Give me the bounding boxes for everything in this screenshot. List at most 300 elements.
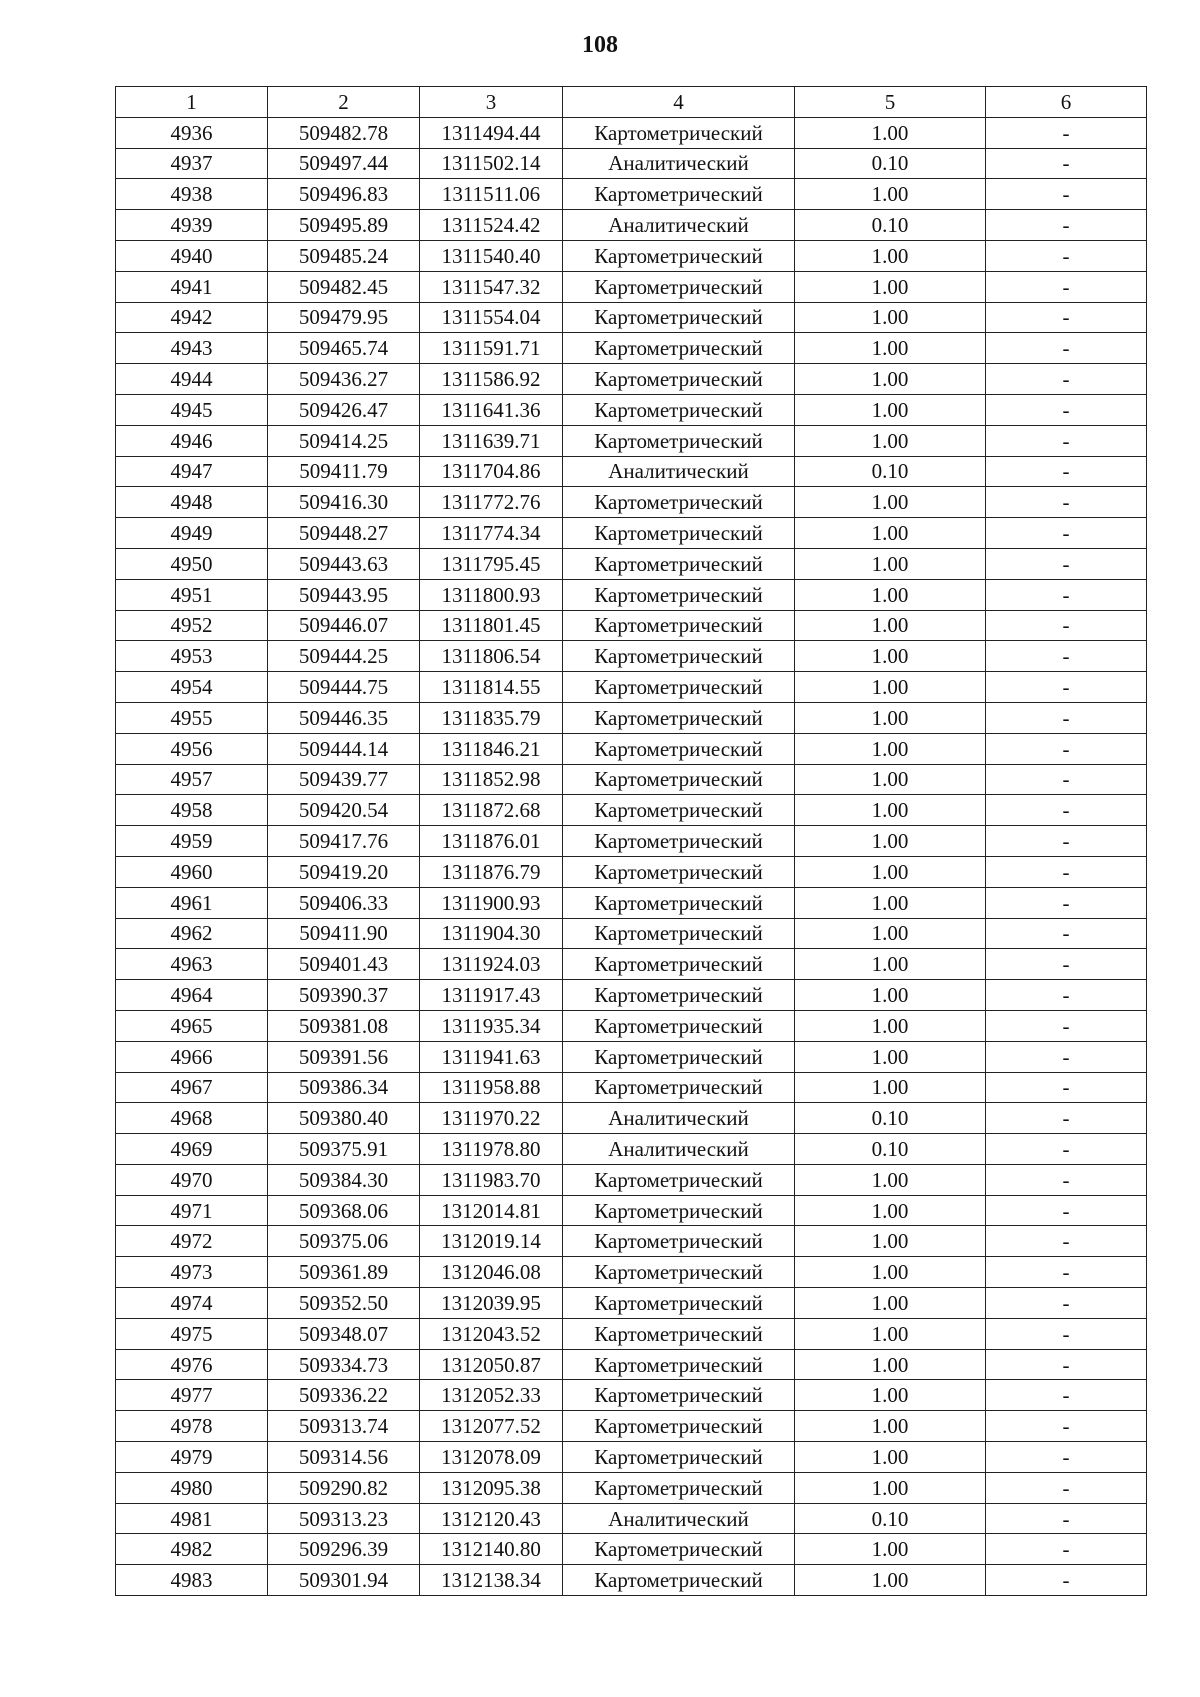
x-coordinate-cell: 509417.76 [268, 826, 420, 857]
y-coordinate-cell: 1312078.09 [420, 1442, 563, 1473]
method-cell: Картометрический [563, 1349, 795, 1380]
method-cell: Картометрический [563, 949, 795, 980]
table-row [116, 1103, 1147, 1134]
note-cell: - [986, 1226, 1147, 1257]
accuracy-cell: 1.00 [795, 1041, 986, 1072]
accuracy-cell: 1.00 [795, 918, 986, 949]
table-row [116, 548, 1147, 579]
point-number-cell: 4953 [116, 641, 268, 672]
note-cell: - [986, 1442, 1147, 1473]
x-coordinate-cell: 509375.06 [268, 1226, 420, 1257]
accuracy-cell: 1.00 [795, 271, 986, 302]
x-coordinate-cell: 509497.44 [268, 148, 420, 179]
point-number-cell: 4938 [116, 179, 268, 210]
accuracy-cell: 1.00 [795, 1288, 986, 1319]
point-number-cell: 4981 [116, 1503, 268, 1534]
accuracy-cell: 0.10 [795, 148, 986, 179]
x-coordinate-cell: 509375.91 [268, 1134, 420, 1165]
method-cell: Картометрический [563, 672, 795, 703]
accuracy-cell: 1.00 [795, 1442, 986, 1473]
method-cell: Картометрический [563, 1072, 795, 1103]
accuracy-cell: 1.00 [795, 949, 986, 980]
method-cell: Картометрический [563, 1041, 795, 1072]
table-row [116, 610, 1147, 641]
note-cell: - [986, 117, 1147, 148]
method-cell: Картометрический [563, 764, 795, 795]
x-coordinate-cell: 509348.07 [268, 1318, 420, 1349]
accuracy-cell: 1.00 [795, 425, 986, 456]
x-coordinate-cell: 509443.95 [268, 579, 420, 610]
x-coordinate-cell: 509444.14 [268, 733, 420, 764]
note-cell: - [986, 1072, 1147, 1103]
header-row [116, 87, 1147, 118]
table-row [116, 641, 1147, 672]
y-coordinate-cell: 1311958.88 [420, 1072, 563, 1103]
accuracy-cell: 1.00 [795, 1072, 986, 1103]
y-coordinate-cell: 1311795.45 [420, 548, 563, 579]
x-coordinate-cell: 509446.07 [268, 610, 420, 641]
point-number-cell: 4957 [116, 764, 268, 795]
accuracy-cell: 1.00 [795, 702, 986, 733]
table-row [116, 702, 1147, 733]
point-number-cell: 4951 [116, 579, 268, 610]
y-coordinate-cell: 1312120.43 [420, 1503, 563, 1534]
point-number-cell: 4942 [116, 302, 268, 333]
table-row [116, 672, 1147, 703]
table-row [116, 1442, 1147, 1473]
point-number-cell: 4980 [116, 1472, 268, 1503]
x-coordinate-cell: 509419.20 [268, 856, 420, 887]
point-number-cell: 4983 [116, 1565, 268, 1596]
accuracy-cell: 1.00 [795, 795, 986, 826]
accuracy-cell: 1.00 [795, 1534, 986, 1565]
x-coordinate-cell: 509443.63 [268, 548, 420, 579]
y-coordinate-cell: 1311774.34 [420, 518, 563, 549]
table-row [116, 1041, 1147, 1072]
table-row [116, 887, 1147, 918]
table-row [116, 579, 1147, 610]
point-number-cell: 4941 [116, 271, 268, 302]
x-coordinate-cell: 509368.06 [268, 1195, 420, 1226]
method-cell: Картометрический [563, 702, 795, 733]
method-cell: Аналитический [563, 456, 795, 487]
x-coordinate-cell: 509444.25 [268, 641, 420, 672]
point-number-cell: 4955 [116, 702, 268, 733]
note-cell: - [986, 456, 1147, 487]
x-coordinate-cell: 509416.30 [268, 487, 420, 518]
method-cell: Картометрический [563, 1534, 795, 1565]
column-header: 2 [268, 87, 420, 118]
x-coordinate-cell: 509313.74 [268, 1411, 420, 1442]
note-cell: - [986, 394, 1147, 425]
point-number-cell: 4967 [116, 1072, 268, 1103]
x-coordinate-cell: 509495.89 [268, 210, 420, 241]
y-coordinate-cell: 1311639.71 [420, 425, 563, 456]
table-row [116, 1010, 1147, 1041]
table-row [116, 364, 1147, 395]
point-number-cell: 4962 [116, 918, 268, 949]
note-cell: - [986, 1103, 1147, 1134]
x-coordinate-cell: 509444.75 [268, 672, 420, 703]
method-cell: Картометрический [563, 240, 795, 271]
table-row [116, 117, 1147, 148]
table-row [116, 1472, 1147, 1503]
accuracy-cell: 1.00 [795, 518, 986, 549]
note-cell: - [986, 548, 1147, 579]
y-coordinate-cell: 1311935.34 [420, 1010, 563, 1041]
table-row [116, 1349, 1147, 1380]
accuracy-cell: 1.00 [795, 1565, 986, 1596]
y-coordinate-cell: 1312052.33 [420, 1380, 563, 1411]
table-row [116, 1164, 1147, 1195]
accuracy-cell: 1.00 [795, 117, 986, 148]
table-row [116, 826, 1147, 857]
y-coordinate-cell: 1311876.01 [420, 826, 563, 857]
x-coordinate-cell: 509446.35 [268, 702, 420, 733]
x-coordinate-cell: 509296.39 [268, 1534, 420, 1565]
note-cell: - [986, 364, 1147, 395]
method-cell: Картометрический [563, 733, 795, 764]
y-coordinate-cell: 1311970.22 [420, 1103, 563, 1134]
method-cell: Картометрический [563, 518, 795, 549]
table-row [116, 1072, 1147, 1103]
method-cell: Картометрический [563, 1195, 795, 1226]
note-cell: - [986, 1411, 1147, 1442]
point-number-cell: 4947 [116, 456, 268, 487]
note-cell: - [986, 795, 1147, 826]
x-coordinate-cell: 509414.25 [268, 425, 420, 456]
table-row [116, 302, 1147, 333]
x-coordinate-cell: 509290.82 [268, 1472, 420, 1503]
method-cell: Аналитический [563, 210, 795, 241]
point-number-cell: 4959 [116, 826, 268, 857]
note-cell: - [986, 487, 1147, 518]
column-header: 4 [563, 87, 795, 118]
x-coordinate-cell: 509391.56 [268, 1041, 420, 1072]
method-cell: Картометрический [563, 364, 795, 395]
accuracy-cell: 1.00 [795, 1349, 986, 1380]
y-coordinate-cell: 1311591.71 [420, 333, 563, 364]
y-coordinate-cell: 1312095.38 [420, 1472, 563, 1503]
accuracy-cell: 1.00 [795, 302, 986, 333]
point-number-cell: 4964 [116, 980, 268, 1011]
table-row [116, 1134, 1147, 1165]
point-number-cell: 4973 [116, 1257, 268, 1288]
table-row [116, 271, 1147, 302]
table-row [116, 1503, 1147, 1534]
method-cell: Картометрический [563, 425, 795, 456]
y-coordinate-cell: 1312019.14 [420, 1226, 563, 1257]
table-row [116, 1318, 1147, 1349]
note-cell: - [986, 672, 1147, 703]
table-row [116, 918, 1147, 949]
table-row [116, 1257, 1147, 1288]
accuracy-cell: 1.00 [795, 1257, 986, 1288]
accuracy-cell: 1.00 [795, 394, 986, 425]
point-number-cell: 4950 [116, 548, 268, 579]
note-cell: - [986, 980, 1147, 1011]
table-row [116, 1534, 1147, 1565]
method-cell: Картометрический [563, 1442, 795, 1473]
y-coordinate-cell: 1311941.63 [420, 1041, 563, 1072]
method-cell: Аналитический [563, 1103, 795, 1134]
table-row [116, 425, 1147, 456]
accuracy-cell: 1.00 [795, 1226, 986, 1257]
x-coordinate-cell: 509479.95 [268, 302, 420, 333]
method-cell: Картометрический [563, 1472, 795, 1503]
x-coordinate-cell: 509301.94 [268, 1565, 420, 1596]
method-cell: Картометрический [563, 1257, 795, 1288]
table-row [116, 333, 1147, 364]
point-number-cell: 4943 [116, 333, 268, 364]
accuracy-cell: 1.00 [795, 1318, 986, 1349]
y-coordinate-cell: 1311772.76 [420, 487, 563, 518]
point-number-cell: 4946 [116, 425, 268, 456]
method-cell: Картометрический [563, 1411, 795, 1442]
y-coordinate-cell: 1312050.87 [420, 1349, 563, 1380]
table-row [116, 240, 1147, 271]
x-coordinate-cell: 509482.78 [268, 117, 420, 148]
method-cell: Картометрический [563, 610, 795, 641]
x-coordinate-cell: 509390.37 [268, 980, 420, 1011]
x-coordinate-cell: 509420.54 [268, 795, 420, 826]
note-cell: - [986, 1010, 1147, 1041]
accuracy-cell: 1.00 [795, 333, 986, 364]
accuracy-cell: 0.10 [795, 1134, 986, 1165]
note-cell: - [986, 1380, 1147, 1411]
y-coordinate-cell: 1312014.81 [420, 1195, 563, 1226]
column-header: 5 [795, 87, 986, 118]
y-coordinate-cell: 1311540.40 [420, 240, 563, 271]
method-cell: Картометрический [563, 887, 795, 918]
table-row [116, 148, 1147, 179]
note-cell: - [986, 1257, 1147, 1288]
accuracy-cell: 1.00 [795, 240, 986, 271]
method-cell: Картометрический [563, 333, 795, 364]
column-header: 3 [420, 87, 563, 118]
x-coordinate-cell: 509336.22 [268, 1380, 420, 1411]
x-coordinate-cell: 509380.40 [268, 1103, 420, 1134]
note-cell: - [986, 1288, 1147, 1319]
point-number-cell: 4977 [116, 1380, 268, 1411]
method-cell: Картометрический [563, 1380, 795, 1411]
accuracy-cell: 1.00 [795, 610, 986, 641]
point-number-cell: 4952 [116, 610, 268, 641]
x-coordinate-cell: 509352.50 [268, 1288, 420, 1319]
y-coordinate-cell: 1311704.86 [420, 456, 563, 487]
note-cell: - [986, 641, 1147, 672]
method-cell: Картометрический [563, 1164, 795, 1195]
column-header: 6 [986, 87, 1147, 118]
point-number-cell: 4949 [116, 518, 268, 549]
note-cell: - [986, 179, 1147, 210]
note-cell: - [986, 425, 1147, 456]
table-row [116, 1195, 1147, 1226]
point-number-cell: 4944 [116, 364, 268, 395]
y-coordinate-cell: 1312140.80 [420, 1534, 563, 1565]
y-coordinate-cell: 1312043.52 [420, 1318, 563, 1349]
note-cell: - [986, 148, 1147, 179]
note-cell: - [986, 733, 1147, 764]
point-number-cell: 4979 [116, 1442, 268, 1473]
point-number-cell: 4937 [116, 148, 268, 179]
accuracy-cell: 0.10 [795, 210, 986, 241]
point-number-cell: 4969 [116, 1134, 268, 1165]
note-cell: - [986, 1134, 1147, 1165]
point-number-cell: 4966 [116, 1041, 268, 1072]
coordinates-table [115, 86, 1147, 1596]
accuracy-cell: 1.00 [795, 179, 986, 210]
table-row [116, 795, 1147, 826]
point-number-cell: 4961 [116, 887, 268, 918]
y-coordinate-cell: 1311502.14 [420, 148, 563, 179]
note-cell: - [986, 1318, 1147, 1349]
note-cell: - [986, 271, 1147, 302]
table-row [116, 394, 1147, 425]
x-coordinate-cell: 509482.45 [268, 271, 420, 302]
table-row [116, 1226, 1147, 1257]
method-cell: Картометрический [563, 117, 795, 148]
note-cell: - [986, 1565, 1147, 1596]
y-coordinate-cell: 1311586.92 [420, 364, 563, 395]
method-cell: Картометрический [563, 795, 795, 826]
y-coordinate-cell: 1311872.68 [420, 795, 563, 826]
y-coordinate-cell: 1311511.06 [420, 179, 563, 210]
x-coordinate-cell: 509485.24 [268, 240, 420, 271]
y-coordinate-cell: 1311806.54 [420, 641, 563, 672]
method-cell: Картометрический [563, 179, 795, 210]
x-coordinate-cell: 509313.23 [268, 1503, 420, 1534]
y-coordinate-cell: 1311904.30 [420, 918, 563, 949]
note-cell: - [986, 1349, 1147, 1380]
note-cell: - [986, 856, 1147, 887]
table-row [116, 1380, 1147, 1411]
table-row [116, 210, 1147, 241]
point-number-cell: 4940 [116, 240, 268, 271]
x-coordinate-cell: 509361.89 [268, 1257, 420, 1288]
table-row [116, 856, 1147, 887]
y-coordinate-cell: 1311547.32 [420, 271, 563, 302]
x-coordinate-cell: 509334.73 [268, 1349, 420, 1380]
method-cell: Картометрический [563, 487, 795, 518]
accuracy-cell: 0.10 [795, 1103, 986, 1134]
point-number-cell: 4970 [116, 1164, 268, 1195]
note-cell: - [986, 918, 1147, 949]
accuracy-cell: 1.00 [795, 487, 986, 518]
point-number-cell: 4975 [116, 1318, 268, 1349]
point-number-cell: 4948 [116, 487, 268, 518]
method-cell: Картометрический [563, 1318, 795, 1349]
y-coordinate-cell: 1311983.70 [420, 1164, 563, 1195]
point-number-cell: 4982 [116, 1534, 268, 1565]
y-coordinate-cell: 1311900.93 [420, 887, 563, 918]
y-coordinate-cell: 1311801.45 [420, 610, 563, 641]
x-coordinate-cell: 509436.27 [268, 364, 420, 395]
table-row [116, 764, 1147, 795]
point-number-cell: 4958 [116, 795, 268, 826]
method-cell: Картометрический [563, 548, 795, 579]
accuracy-cell: 1.00 [795, 1380, 986, 1411]
method-cell: Картометрический [563, 579, 795, 610]
accuracy-cell: 1.00 [795, 579, 986, 610]
x-coordinate-cell: 509448.27 [268, 518, 420, 549]
note-cell: - [986, 1472, 1147, 1503]
point-number-cell: 4960 [116, 856, 268, 887]
y-coordinate-cell: 1311524.42 [420, 210, 563, 241]
point-number-cell: 4968 [116, 1103, 268, 1134]
y-coordinate-cell: 1311876.79 [420, 856, 563, 887]
y-coordinate-cell: 1312138.34 [420, 1565, 563, 1596]
x-coordinate-cell: 509496.83 [268, 179, 420, 210]
x-coordinate-cell: 509386.34 [268, 1072, 420, 1103]
table-row [116, 949, 1147, 980]
method-cell: Картометрический [563, 856, 795, 887]
method-cell: Аналитический [563, 1134, 795, 1165]
table-row [116, 733, 1147, 764]
point-number-cell: 4965 [116, 1010, 268, 1041]
note-cell: - [986, 610, 1147, 641]
point-number-cell: 4945 [116, 394, 268, 425]
x-coordinate-cell: 509465.74 [268, 333, 420, 364]
accuracy-cell: 1.00 [795, 672, 986, 703]
table-row [116, 456, 1147, 487]
x-coordinate-cell: 509314.56 [268, 1442, 420, 1473]
method-cell: Картометрический [563, 394, 795, 425]
table-row [116, 1411, 1147, 1442]
note-cell: - [986, 702, 1147, 733]
x-coordinate-cell: 509384.30 [268, 1164, 420, 1195]
y-coordinate-cell: 1311800.93 [420, 579, 563, 610]
accuracy-cell: 1.00 [795, 856, 986, 887]
y-coordinate-cell: 1311978.80 [420, 1134, 563, 1165]
note-cell: - [986, 579, 1147, 610]
x-coordinate-cell: 509411.90 [268, 918, 420, 949]
table-row [116, 980, 1147, 1011]
table-body [116, 117, 1147, 1595]
accuracy-cell: 1.00 [795, 733, 986, 764]
method-cell: Картометрический [563, 826, 795, 857]
note-cell: - [986, 887, 1147, 918]
method-cell: Аналитический [563, 148, 795, 179]
accuracy-cell: 1.00 [795, 364, 986, 395]
note-cell: - [986, 1041, 1147, 1072]
note-cell: - [986, 333, 1147, 364]
note-cell: - [986, 302, 1147, 333]
method-cell: Картометрический [563, 271, 795, 302]
y-coordinate-cell: 1311835.79 [420, 702, 563, 733]
point-number-cell: 4976 [116, 1349, 268, 1380]
point-number-cell: 4936 [116, 117, 268, 148]
y-coordinate-cell: 1312046.08 [420, 1257, 563, 1288]
x-coordinate-cell: 509411.79 [268, 456, 420, 487]
accuracy-cell: 1.00 [795, 980, 986, 1011]
accuracy-cell: 1.00 [795, 1472, 986, 1503]
method-cell: Картометрический [563, 918, 795, 949]
note-cell: - [986, 826, 1147, 857]
accuracy-cell: 0.10 [795, 456, 986, 487]
accuracy-cell: 1.00 [795, 826, 986, 857]
y-coordinate-cell: 1311917.43 [420, 980, 563, 1011]
x-coordinate-cell: 509381.08 [268, 1010, 420, 1041]
point-number-cell: 4974 [116, 1288, 268, 1319]
method-cell: Аналитический [563, 1503, 795, 1534]
point-number-cell: 4971 [116, 1195, 268, 1226]
y-coordinate-cell: 1311846.21 [420, 733, 563, 764]
method-cell: Картометрический [563, 1565, 795, 1596]
method-cell: Картометрический [563, 1226, 795, 1257]
column-header: 1 [116, 87, 268, 118]
note-cell: - [986, 518, 1147, 549]
